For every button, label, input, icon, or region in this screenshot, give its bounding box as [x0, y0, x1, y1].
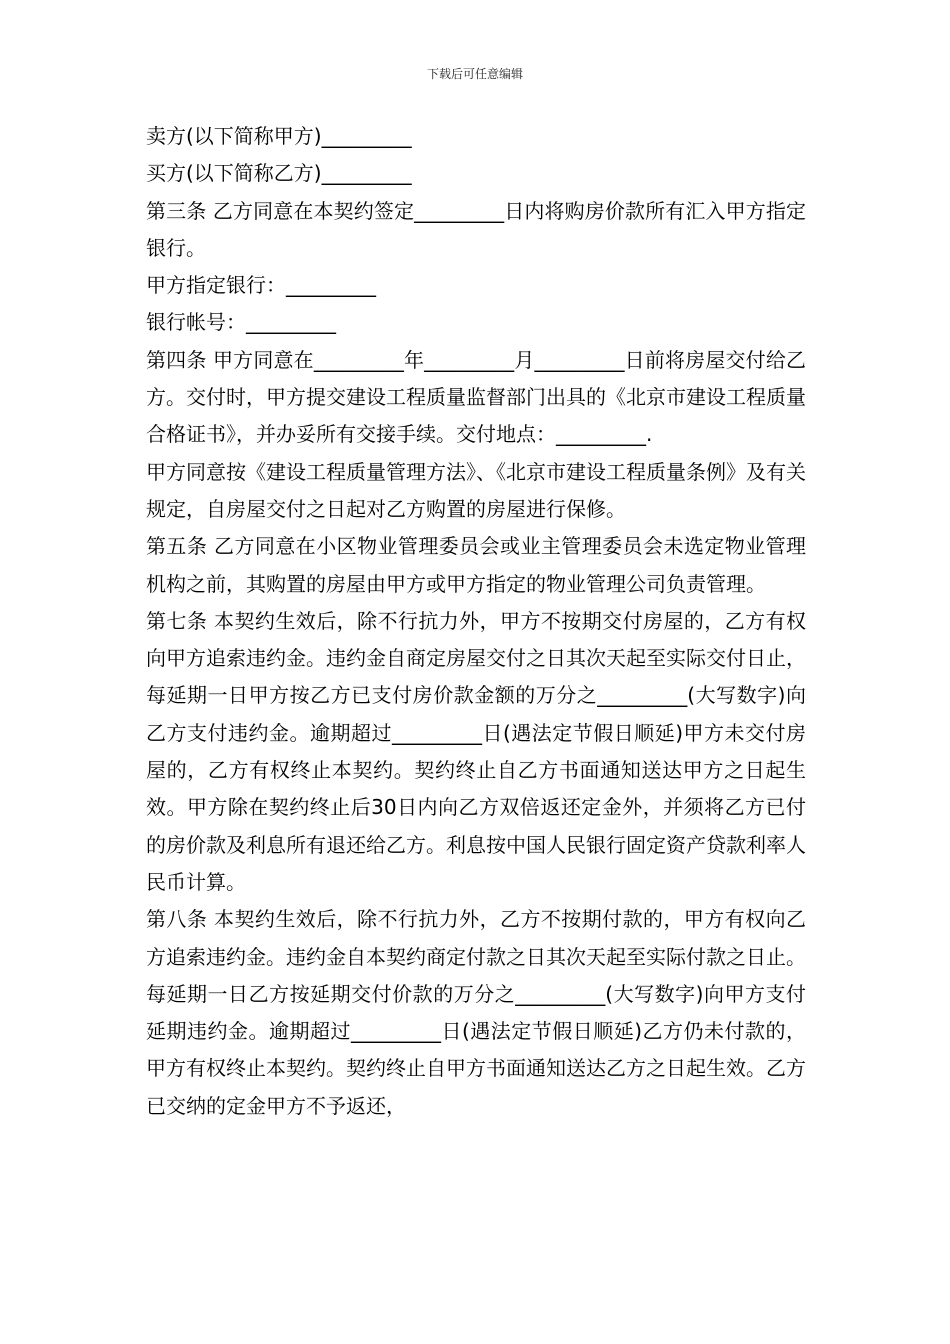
- buyer-line: 买方(以下简称乙方)_________: [146, 161, 412, 186]
- warranty-paragraph: 甲方同意按《建设工程质量管理方法》、《北京市建设工程质量条例》及有关规定，自房屋交付之日起对乙方购置的房屋进行保修。: [146, 459, 806, 521]
- seller-line: 卖方(以下简称甲方)_________: [146, 124, 412, 148]
- article-8: 第八条 本契约生效后，除不行抗力外，乙方不按期付款的，甲方有权向乙方追索违约金。违约金自本契约商定付款之日其次天起至实际付款之日止。每延期一日乙方按延期交付价款的万分之_________(大写数字)向甲方支付延期违约金。逾期超过_________日(遇法定节假日顺延)乙方仍未付款的，甲方有权终止本契约。契约终止自甲方书面通知送达乙方之日起生效。乙方已交纳的定金甲方不予返还，: [146, 907, 806, 1118]
- page-header-note: 下载后可任意编辑: [426, 67, 523, 81]
- bank-account-line: 银行帐号：_________: [146, 310, 336, 335]
- article-4: 第四条 甲方同意在_________年_________月_________日前将房屋交付给乙方。交付时，甲方提交建设工程质量监督部门出具的《北京市建设工程质量合格证书》，并办妥所有交接手续。交付地点：_________.: [146, 347, 806, 447]
- designated-bank-line: 甲方指定银行：_________: [146, 273, 376, 298]
- article-7: 第七条 本契约生效后，除不行抗力外，甲方不按期交付房屋的，乙方有权向甲方追索违约金。违约金自商定房屋交付之日其次天起至实际交付日止，每延期一日甲方按乙方已支付房价款金额的万分之_________(大写数字)向乙方支付违约金。逾期超过_________日(遇法定节假日顺延)甲方未交付房屋的，乙方有权终止本契约。契约终止自乙方书面通知送达甲方之日起生效。甲方除在契约终止后30日内向乙方双倍返还定金外，并须将乙方已付的房价款及利息所有退还给乙方。利息按中国人民银行固定资产贷款利率人民币计算。: [146, 608, 806, 894]
- article-5: 第五条 乙方同意在小区物业管理委员会或业主管理委员会未选定物业管理机构之前，其购置的房屋由甲方或甲方指定的物业管理公司负责管理。: [146, 534, 806, 596]
- contract-body: [146, 118, 806, 1125]
- article-3: 第三条 乙方同意在本契约签定_________日内将购房价款所有汇入甲方指定银行。: [146, 198, 806, 260]
